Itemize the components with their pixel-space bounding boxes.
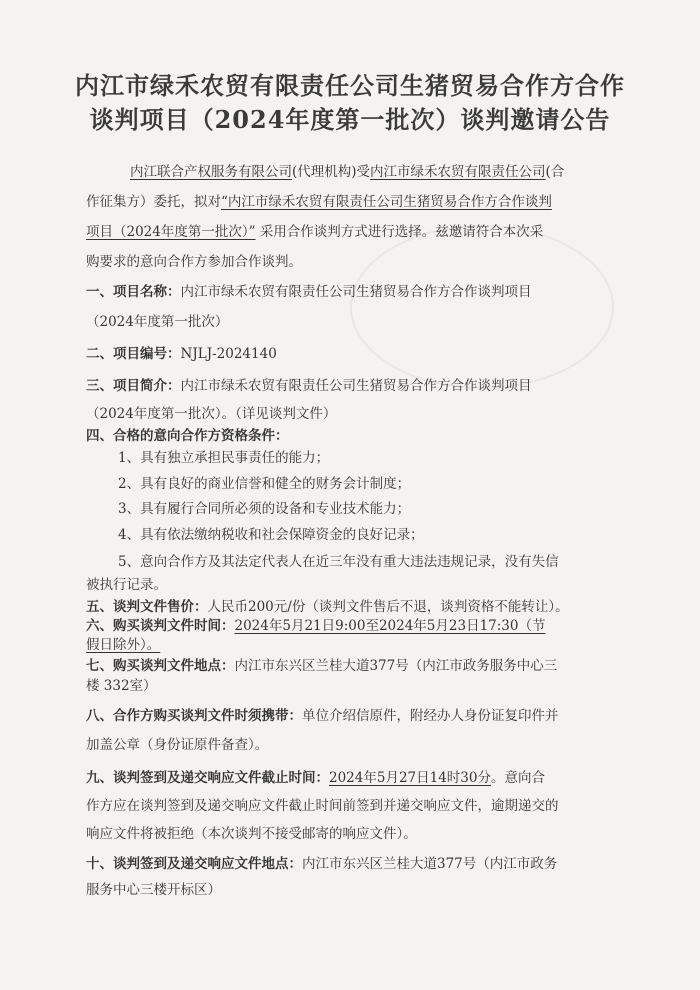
section-10 [86,852,557,872]
faint-seal-stamp [350,225,614,389]
client-name: 内江市绿禾农贸有限责任公司 [370,164,546,180]
section-4-label: 四、合格的意向合作方资格条件： [86,428,289,444]
section-value: 内江市绿禾农贸有限责任公司生猪贸易合作方合作谈判项目 [180,284,532,300]
qualification-5-cont: 被执行记录。 [86,577,167,593]
section-value: 单位介绍信原件，附经办人身份证复印件并 [302,708,559,724]
section-8 [86,704,559,724]
section-7 [86,654,557,674]
section-value: 。意向合 [490,770,545,786]
section-6 [86,614,545,634]
section-label: 一、项目名称： [86,284,181,300]
section-1 [86,280,532,300]
intro-line-4: 购要求的意向合作方参加合作谈判。 [86,254,302,270]
section-8-cont: 加盖公章（身份证原件备查）。 [86,737,269,753]
qualification-2: 2、具有良好的商业信誉和健全的财务会计制度； [118,476,411,492]
section-value: 内江市东兴区兰桂大道377号（内江市政务 [302,856,558,872]
section-2 [86,342,277,362]
section-label: 七、购买谈判文件地点： [86,658,235,674]
intro-line-2 [86,190,552,210]
qualification-1: 1、具有独立承担民事责任的能力； [118,450,330,466]
intro-line-3 [86,220,543,240]
section-3 [86,374,532,394]
section-10-cont: 服务中心三楼开标区） [86,882,221,898]
qualification-4: 4、具有依法缴纳税收和社会保障资金的良好记录； [118,527,424,543]
client-note: (合 [545,164,565,180]
qualification-3: 3、具有履行合同所必须的设备和专业技术能力； [118,501,411,517]
section-7-cont: 楼 332室） [86,678,157,694]
section-label: 五、谈判文件售价： [86,599,208,615]
section-6-cont: 假日除外）。 [86,637,161,653]
section-value: 人民币200元/份（谈判文件售后不退，谈判资格不能转让）。 [207,599,569,615]
section-9-cont-2: 响应文件将被拒绝（本次谈判不接受邮寄的响应文件）。 [86,826,417,842]
section-label: 八、合作方购买谈判文件时须携带： [86,708,302,724]
agency-note: (代理机构)受 [292,164,371,180]
section-9 [86,766,545,786]
qualification-5: 5、意向合作方及其法定代表人在近三年没有重大违法违规记录，没有失信 [118,554,559,570]
deadline-time: 2024年5月27日14时30分 [329,770,491,786]
section-label: 六、购买谈判文件时间： [86,618,235,634]
section-value: 内江市东兴区兰桂大道377号（内江市政务服务中心三 [234,658,558,674]
intro-text: 作征集方）委托，拟对 [86,194,221,210]
section-label: 九、谈判签到及递交响应文件截止时间： [86,770,329,786]
title-line-1: 内江市绿禾农贸有限责任公司生猪贸易合作方合作 [75,71,625,100]
section-label: 二、项目编号： [86,346,181,362]
project-quote-1: “内江市绿禾农贸有限责任公司生猪贸易合作方合作谈判 [221,194,552,210]
section-value: 内江市绿禾农贸有限责任公司生猪贸易合作方合作谈判项目 [180,378,532,394]
section-3-cont: （2024年度第一批次）。（详见谈判文件） [86,406,337,422]
intro-line-1 [130,160,564,180]
title-line-2: 谈判项目（2024年度第一批次）谈判邀请公告 [89,105,611,134]
section-5 [86,595,569,615]
purchase-time: 2024年5月21日9:00至2024年5月23日17:30（节 [234,618,546,634]
section-9-cont-1: 作方应在谈判签到及递交响应文件截止时间前签到并递交响应文件，逾期递交的 [86,798,559,814]
project-number: NJLJ-2024140 [180,346,277,362]
agency-name: 内江联合产权服务有限公司 [130,164,292,180]
intro-text: 采用合作谈判方式进行选择。兹邀请符合本次采 [259,224,544,240]
project-quote-2: 项目（2024年度第一批次）” [86,224,256,240]
section-label: 三、项目简介： [86,378,181,394]
section-1-cont: （2024年度第一批次） [86,314,229,330]
section-label: 十、谈判签到及递交响应文件地点： [86,856,302,872]
